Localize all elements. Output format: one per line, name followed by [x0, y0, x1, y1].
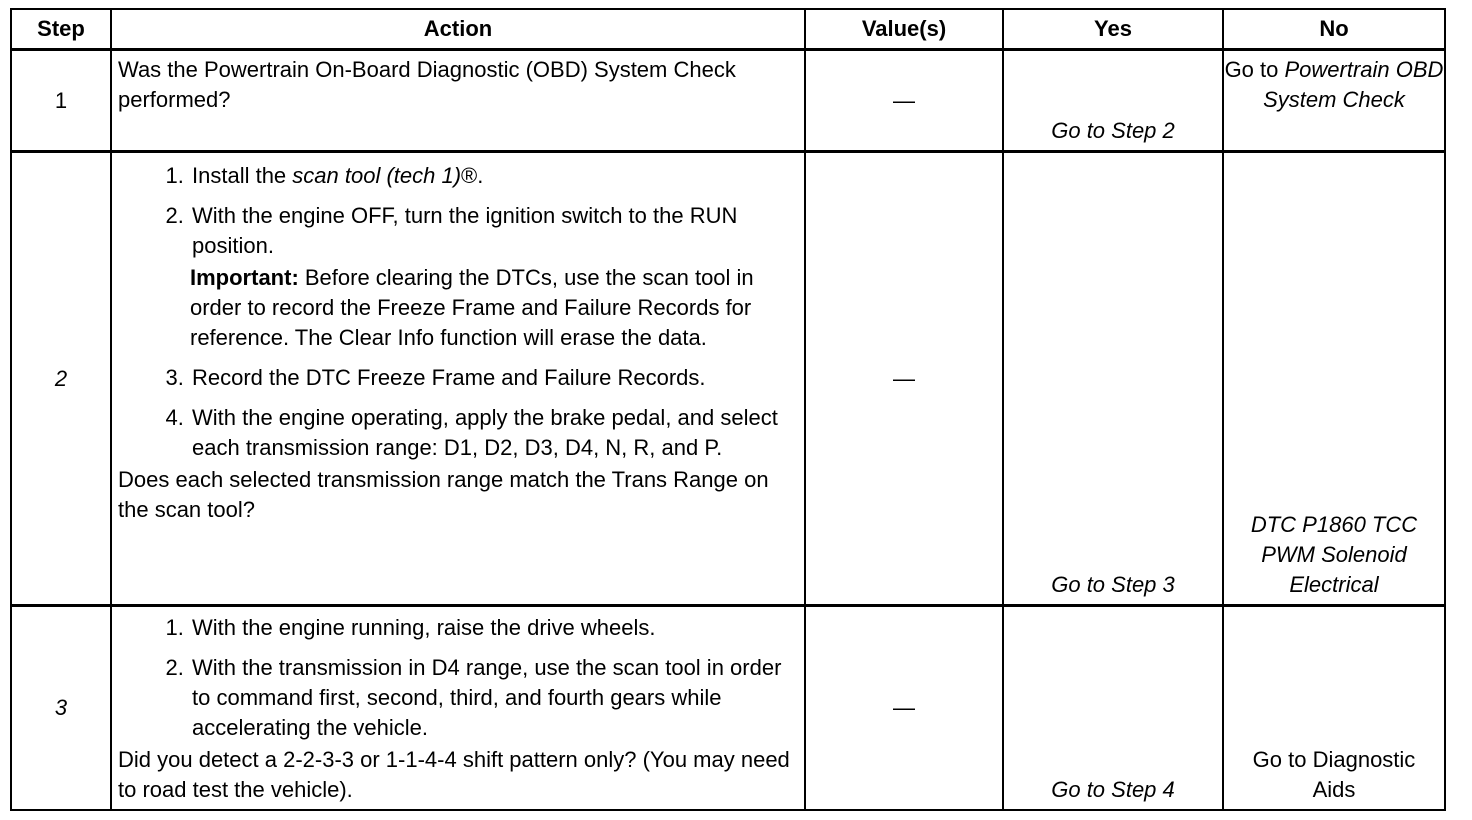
important-text: Before clearing the DTCs, use the scan tool in order to record the Freeze Frame and Failure Records for reference. The Clear Info function will erase the data.: [190, 265, 754, 350]
value-cell: —: [805, 152, 1003, 606]
action-step-item: 3. Record the DTC Freeze Frame and Failure Records.: [190, 363, 798, 393]
action-cell: [111, 50, 805, 152]
step-number: 1: [11, 50, 111, 152]
header-values: Value(s): [805, 9, 1003, 50]
yes-cell: Go to Step 3: [1003, 152, 1223, 606]
action-step-item: [190, 161, 798, 191]
no-cell: DTC P1860 TCC PWM Solenoid Electrical: [1223, 152, 1445, 606]
important-label: Important:: [190, 265, 299, 290]
action-steps: [118, 613, 798, 743]
action-question: Does each selected transmission range match the Trans Range on the scan tool?: [118, 467, 769, 522]
step-text: Install the: [192, 163, 293, 188]
value-cell: —: [805, 606, 1003, 811]
header-row: [11, 9, 1445, 50]
header-step: Step: [11, 9, 111, 50]
no-prefix: Go to: [1224, 57, 1285, 82]
header-yes: Yes: [1003, 9, 1223, 50]
action-question: Did you detect a 2-2-3-3 or 1-1-4-4 shift pattern only? (You may need to road test the vehicle).: [118, 747, 790, 802]
value-cell: —: [805, 50, 1003, 152]
step-text-italic: scan tool (tech 1): [292, 163, 462, 188]
diagnostic-table: [10, 8, 1446, 811]
action-cell: [111, 606, 805, 811]
yes-cell: Go to Step 2: [1003, 50, 1223, 152]
action-steps: [118, 161, 798, 261]
no-link-text: Powertrain OBD System Check: [1263, 57, 1444, 112]
step-number: 3: [11, 606, 111, 811]
step-text: ®.: [461, 163, 484, 188]
action-step-item: 1. With the engine running, raise the drive wheels.: [190, 613, 798, 643]
no-cell: [1223, 50, 1445, 152]
table-row-step-1: [11, 50, 1445, 152]
action-step-item: 2. With the engine OFF, turn the ignition switch to the RUN position.: [190, 201, 798, 261]
step-number: 2: [11, 152, 111, 606]
action-question: Was the Powertrain On-Board Diagnostic (OBD) System Check performed?: [118, 57, 736, 112]
action-cell: [111, 152, 805, 606]
important-note: [190, 263, 798, 353]
yes-cell: Go to Step 4: [1003, 606, 1223, 811]
header-no: No: [1223, 9, 1445, 50]
table-row-step-2: [11, 152, 1445, 606]
action-step-item: 4. With the engine operating, apply the brake pedal, and select each transmission range: D1, D2, D3, D4, N, R, and P.: [190, 403, 798, 463]
no-cell: Go to Diagnostic Aids: [1223, 606, 1445, 811]
action-step-item: 2. With the transmission in D4 range, use the scan tool in order to command first, second, third, and fourth gears while accelerating the vehicle.: [190, 653, 798, 743]
table-row-step-3: [11, 606, 1445, 811]
action-steps: [118, 363, 798, 463]
header-action: Action: [111, 9, 805, 50]
